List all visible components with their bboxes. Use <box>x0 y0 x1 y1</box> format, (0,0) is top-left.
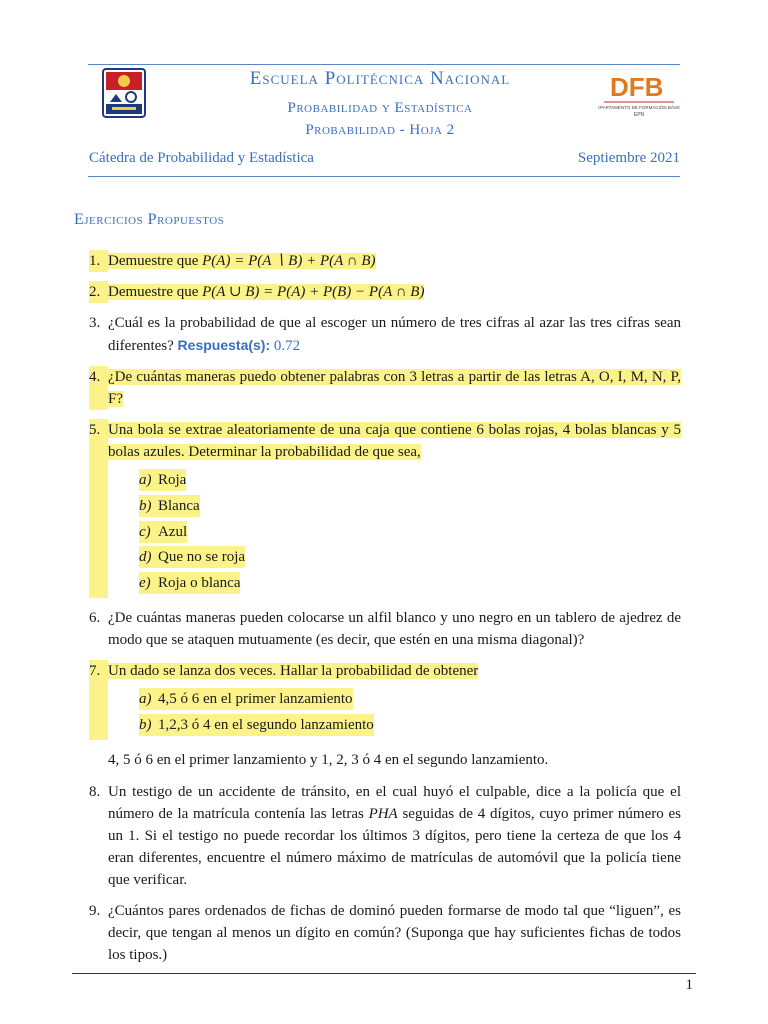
sub-item <box>139 572 681 594</box>
sheet-title: Probabilidad - Hoja 2 <box>305 122 455 138</box>
sub-item-text: Roja <box>158 469 186 491</box>
exercise-number: 2. <box>89 281 108 303</box>
exercise-text: Un testigo de un accidente de tránsito, en el cual huyó el culpable, dice a la policía que el número de la matrícula contenía las letras <box>108 783 681 822</box>
dfb-logo-graphic <box>598 68 680 120</box>
exercise-text: ¿De cuántas maneras puedo obtener palabras con 3 letras a partir de las letras A, O, I, M, N, P, F? <box>108 369 681 407</box>
sub-item-text: Blanca <box>158 495 200 517</box>
dfb-logo-caption: DEPARTAMENTO DE FORMACIÓN BÁSICA <box>598 105 680 110</box>
sub-item-label: b) <box>139 495 158 517</box>
sub-item-list <box>108 469 681 594</box>
school-name: Escuela Politécnica Nacional <box>249 68 511 89</box>
answer-label: Respuesta(s): <box>177 337 271 353</box>
header-bottom-rule <box>88 176 680 177</box>
exercise-text: Demuestre que <box>108 284 203 300</box>
sub-item <box>139 688 681 710</box>
sub-item-label: d) <box>139 546 158 568</box>
exercise-number: 9. <box>89 902 101 919</box>
sub-item-label: c) <box>139 521 158 543</box>
sub-item-text: Que no se roja <box>158 546 245 568</box>
exercise-number: 5. <box>89 419 108 598</box>
exercise-number: 8. <box>89 783 101 800</box>
exercise-3 <box>89 312 681 357</box>
exercise-1 <box>89 250 681 272</box>
exercise-7-extra: 4, 5 ó 6 en el primer lanzamiento y 1, 2, 3 ó 4 en el segundo lanzamiento. <box>108 751 549 768</box>
exercise-4 <box>89 366 681 410</box>
sub-item-label: e) <box>139 572 158 594</box>
exercise-formula: P(A ∪ B) = P(A) + P(B) − P(A ∩ B) <box>202 284 425 300</box>
sub-item <box>139 521 681 543</box>
exercise-8 <box>89 781 681 891</box>
sub-item-label: a) <box>139 688 158 710</box>
exercise-text: Demuestre que <box>108 253 203 269</box>
exercise-text: Un dado se lanza dos veces. Hallar la probabilidad de obtener <box>108 662 479 679</box>
sub-item-text: Roja o blanca <box>158 572 240 594</box>
page-number: 1 <box>685 977 693 993</box>
exercise-9 <box>89 900 681 966</box>
exercise-number: 7. <box>89 660 108 740</box>
department-label: Cátedra de Probabilidad y Estadística <box>89 150 314 166</box>
sub-item-list <box>108 688 681 736</box>
exercise-text: Una bola se extrae aleatoriamente de una caja que contiene 6 bolas rojas, 4 bolas blancas y 5 bolas azules. Determinar la probabilidad de que sea, <box>108 422 681 460</box>
dfb-logo <box>598 68 680 120</box>
answer-value: 0.72 <box>273 338 301 354</box>
exercise-6 <box>89 607 681 651</box>
sub-item-text: 1,2,3 ó 4 en el segundo lanzamiento <box>158 714 374 736</box>
dfb-logo-letters: DFB <box>610 72 664 102</box>
exercise-number: 4. <box>89 366 108 410</box>
exercise-list <box>89 250 681 975</box>
plate-letters: PHA <box>368 805 398 822</box>
date-label: Septiembre 2021 <box>577 150 680 166</box>
sub-item <box>139 546 681 568</box>
exercise-7 <box>89 660 681 740</box>
sub-item-label: b) <box>139 714 158 736</box>
footer-rule <box>72 973 696 974</box>
exercise-text-continued: seguidas de 4 dígitos, cuyo primer número es un 1. Si el testigo no puede recordar los últimos 3 dígitos, pero tiene la certeza de que los 4 eran diferentes, encuentre el número máximo de matrículas de automóvil que la policía tiene que verificar. <box>108 805 681 888</box>
sub-item <box>139 714 681 736</box>
exercise-text: ¿Cuántos pares ordenados de fichas de dominó pueden formarse de modo tal que “liguen”, es decir, que tengan al menos un dígito en común? (Suponga que hay suficientes fichas de todos los tipos.) <box>108 902 681 963</box>
exercise-number: 6. <box>89 609 101 626</box>
exercise-2 <box>89 281 681 303</box>
sub-item <box>139 469 681 491</box>
sub-item-text: Azul <box>158 521 187 543</box>
epn-shield-logo <box>102 68 146 118</box>
sub-item <box>139 495 681 517</box>
exercise-formula: P(A) = P(A ∖ B) + P(A ∩ B) <box>202 253 376 269</box>
dfb-logo-sub: EPN <box>633 112 645 118</box>
exercise-text: ¿Cuál es la probabilidad de que al escoger un número de tres cifras al azar las tres cifras sean diferentes? <box>108 315 681 354</box>
section-title: Ejercicios Propuestos <box>74 211 225 228</box>
exercise-number: 1. <box>89 250 108 272</box>
sub-item-label: a) <box>139 469 158 491</box>
exercise-5 <box>89 419 681 598</box>
sub-item-text: 4,5 ó 6 en el primer lanzamiento <box>158 688 353 710</box>
subject-title: Probabilidad y Estadística <box>287 100 473 116</box>
exercise-number: 3. <box>89 315 101 331</box>
header-top-rule <box>88 64 680 65</box>
exercise-text: ¿De cuántas maneras pueden colocarse un alfil blanco y uno negro en un tablero de ajedrez de modo que se ataquen mutuamente (es decir, que estén en una misma diagonal)? <box>108 609 681 648</box>
